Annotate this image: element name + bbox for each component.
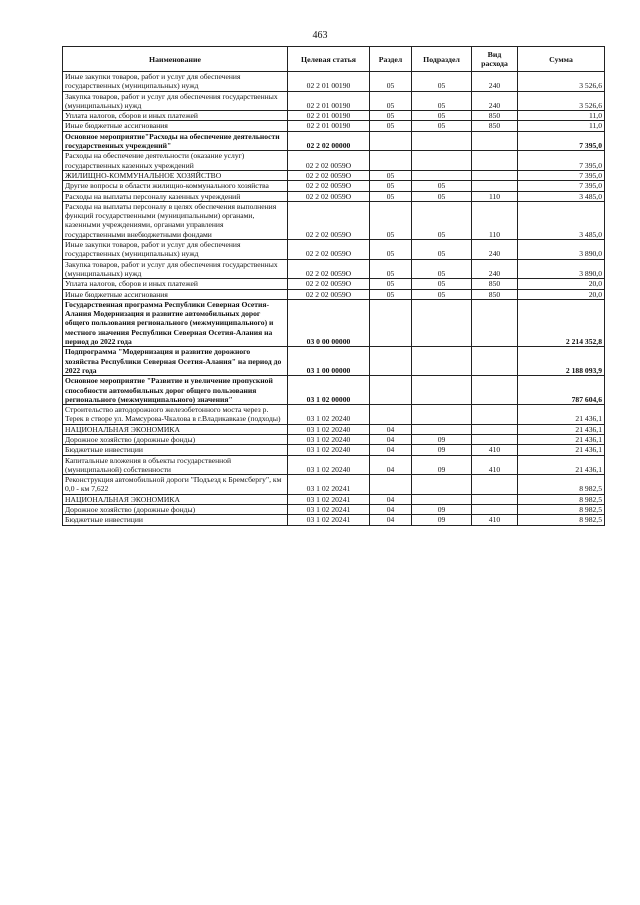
row-name: Уплата налогов, сборов и иных платежей bbox=[63, 279, 288, 289]
row-expense-type bbox=[472, 405, 518, 425]
row-subsection bbox=[412, 475, 472, 495]
row-subsection: 05 bbox=[412, 72, 472, 92]
row-name: Основное мероприятие"Расходы на обеспечение деятельности государственных учреждений" bbox=[63, 131, 288, 151]
row-subsection: 09 bbox=[412, 445, 472, 455]
table-row bbox=[63, 111, 605, 121]
row-target: 02 2 02 00000 bbox=[288, 131, 370, 151]
row-amount: 21 436,1 bbox=[518, 434, 605, 444]
row-subsection: 05 bbox=[412, 121, 472, 131]
table-row bbox=[63, 494, 605, 504]
row-subsection: 09 bbox=[412, 434, 472, 444]
row-target: 02 2 02 0059O bbox=[288, 191, 370, 201]
row-target: 02 2 01 00190 bbox=[288, 111, 370, 121]
row-section: 04 bbox=[370, 455, 412, 475]
table-header-row bbox=[63, 47, 605, 72]
table-row bbox=[63, 347, 605, 376]
row-section: 04 bbox=[370, 494, 412, 504]
row-subsection: 09 bbox=[412, 505, 472, 515]
row-target: 03 1 02 20240 bbox=[288, 405, 370, 425]
row-name: ЖИЛИЩНО-КОММУНАЛЬНОЕ ХОЗЯЙСТВО bbox=[63, 170, 288, 180]
row-expense-type: 850 bbox=[472, 279, 518, 289]
row-expense-type bbox=[472, 434, 518, 444]
row-subsection bbox=[412, 494, 472, 504]
row-amount: 7 395,0 bbox=[518, 151, 605, 171]
table-row bbox=[63, 376, 605, 405]
table-row bbox=[63, 434, 605, 444]
row-section: 05 bbox=[370, 259, 412, 279]
row-amount: 8 982,5 bbox=[518, 475, 605, 495]
row-subsection: 09 bbox=[412, 515, 472, 525]
row-section: 05 bbox=[370, 170, 412, 180]
row-section bbox=[370, 131, 412, 151]
row-section: 05 bbox=[370, 240, 412, 260]
row-subsection: 05 bbox=[412, 289, 472, 299]
row-name: Иные бюджетные ассигнования bbox=[63, 289, 288, 299]
row-name: НАЦИОНАЛЬНАЯ ЭКОНОМИКА bbox=[63, 424, 288, 434]
row-name: Государственная программа Республики Северная Осетия-Алания Модернизация и развитие автомобильных дорог общего пользования регионального (межмуниципального) и местного значения Республики Северная Осетия-Алания на период до 2022 года bbox=[63, 299, 288, 346]
row-subsection: 05 bbox=[412, 191, 472, 201]
row-expense-type: 850 bbox=[472, 289, 518, 299]
row-subsection bbox=[412, 347, 472, 376]
header-expense-type: Вид расхода bbox=[472, 47, 518, 72]
row-name: Капитальные вложения в объекты государственной (муниципальной) собственности bbox=[63, 455, 288, 475]
table-row bbox=[63, 475, 605, 495]
row-name: Реконструкция автомобильной дороги "Подъезд к Бремсбергу", км 0,0 - км 7,622 bbox=[63, 475, 288, 495]
row-section: 05 bbox=[370, 289, 412, 299]
row-section bbox=[370, 299, 412, 346]
row-expense-type: 850 bbox=[472, 121, 518, 131]
row-section: 05 bbox=[370, 201, 412, 239]
row-name: Закупка товаров, работ и услуг для обеспечения государственных (муниципальных) нужд bbox=[63, 91, 288, 111]
row-subsection bbox=[412, 170, 472, 180]
row-target: 02 2 02 0059O bbox=[288, 151, 370, 171]
row-expense-type: 410 bbox=[472, 515, 518, 525]
row-expense-type bbox=[472, 475, 518, 495]
table-row bbox=[63, 424, 605, 434]
row-name: Уплата налогов, сборов и иных платежей bbox=[63, 111, 288, 121]
row-target: 02 2 02 0059O bbox=[288, 170, 370, 180]
table-row bbox=[63, 505, 605, 515]
budget-table bbox=[62, 46, 605, 526]
row-subsection bbox=[412, 151, 472, 171]
row-name: Дорожное хозяйство (дорожные фонды) bbox=[63, 505, 288, 515]
row-subsection bbox=[412, 376, 472, 405]
table-row bbox=[63, 151, 605, 171]
row-subsection: 05 bbox=[412, 201, 472, 239]
row-expense-type: 110 bbox=[472, 191, 518, 201]
table-row bbox=[63, 191, 605, 201]
row-section: 05 bbox=[370, 72, 412, 92]
table-row bbox=[63, 121, 605, 131]
row-name: Закупка товаров, работ и услуг для обеспечения государственных (муниципальных) нужд bbox=[63, 259, 288, 279]
row-target: 03 1 02 20240 bbox=[288, 434, 370, 444]
row-amount: 8 982,5 bbox=[518, 515, 605, 525]
row-expense-type bbox=[472, 505, 518, 515]
row-section: 05 bbox=[370, 91, 412, 111]
row-target: 02 2 01 00190 bbox=[288, 91, 370, 111]
row-amount: 21 436,1 bbox=[518, 405, 605, 425]
row-section: 04 bbox=[370, 505, 412, 515]
row-name: Расходы на выплаты персоналу в целях обеспечения выполнения функций государственными (муниципальными) органами, казенными учреждениями, органами управления государственными внебюджетными фондами bbox=[63, 201, 288, 239]
row-expense-type: 240 bbox=[472, 72, 518, 92]
table-row bbox=[63, 72, 605, 92]
row-name: Бюджетные инвестиции bbox=[63, 515, 288, 525]
row-amount: 8 982,5 bbox=[518, 494, 605, 504]
row-expense-type: 240 bbox=[472, 259, 518, 279]
row-amount: 3 526,6 bbox=[518, 72, 605, 92]
row-section: 04 bbox=[370, 445, 412, 455]
table-row bbox=[63, 240, 605, 260]
header-section: Раздел bbox=[370, 47, 412, 72]
row-subsection bbox=[412, 424, 472, 434]
row-amount: 11,0 bbox=[518, 111, 605, 121]
table-row bbox=[63, 405, 605, 425]
row-name: Иные закупки товаров, работ и услуг для обеспечения государственных (муниципальных) нужд bbox=[63, 240, 288, 260]
table-row bbox=[63, 131, 605, 151]
table-row bbox=[63, 445, 605, 455]
row-amount: 3 526,6 bbox=[518, 91, 605, 111]
row-target: 03 1 02 00000 bbox=[288, 376, 370, 405]
row-amount: 2 214 352,8 bbox=[518, 299, 605, 346]
table-row bbox=[63, 91, 605, 111]
row-section: 05 bbox=[370, 191, 412, 201]
row-amount: 20,0 bbox=[518, 289, 605, 299]
table-row bbox=[63, 289, 605, 299]
row-amount: 21 436,1 bbox=[518, 424, 605, 434]
table-row bbox=[63, 515, 605, 525]
row-name: Иные закупки товаров, работ и услуг для обеспечения государственных (муниципальных) нужд bbox=[63, 72, 288, 92]
row-section bbox=[370, 347, 412, 376]
row-amount: 7 395,0 bbox=[518, 170, 605, 180]
row-target: 02 2 02 0059O bbox=[288, 240, 370, 260]
header-target: Целевая статья bbox=[288, 47, 370, 72]
row-subsection bbox=[412, 131, 472, 151]
row-expense-type bbox=[472, 170, 518, 180]
row-amount: 7 395,0 bbox=[518, 181, 605, 191]
row-amount: 8 982,5 bbox=[518, 505, 605, 515]
row-expense-type bbox=[472, 376, 518, 405]
table-row bbox=[63, 170, 605, 180]
row-amount: 21 436,1 bbox=[518, 455, 605, 475]
header-amount: Сумма bbox=[518, 47, 605, 72]
table-row bbox=[63, 299, 605, 346]
row-amount: 3 890,0 bbox=[518, 240, 605, 260]
row-amount: 3 485,0 bbox=[518, 191, 605, 201]
row-expense-type bbox=[472, 131, 518, 151]
row-name: НАЦИОНАЛЬНАЯ ЭКОНОМИКА bbox=[63, 494, 288, 504]
row-name: Основное мероприятие "Развитие и увеличение пропускной способности автомобильных дорог общего пользования регионального (межмуниципального) значения" bbox=[63, 376, 288, 405]
row-section bbox=[370, 475, 412, 495]
row-amount: 3 890,0 bbox=[518, 259, 605, 279]
header-name: Наименование bbox=[63, 47, 288, 72]
row-target: 03 1 02 20241 bbox=[288, 515, 370, 525]
row-section: 04 bbox=[370, 434, 412, 444]
row-name: Дорожное хозяйство (дорожные фонды) bbox=[63, 434, 288, 444]
row-subsection: 05 bbox=[412, 111, 472, 121]
page-number: 463 bbox=[312, 30, 328, 41]
row-subsection: 09 bbox=[412, 455, 472, 475]
row-expense-type bbox=[472, 424, 518, 434]
row-target: 03 1 02 20240 bbox=[288, 445, 370, 455]
row-target: 02 2 02 0059O bbox=[288, 259, 370, 279]
row-expense-type: 850 bbox=[472, 111, 518, 121]
row-amount: 20,0 bbox=[518, 279, 605, 289]
row-name: Бюджетные инвестиции bbox=[63, 445, 288, 455]
row-expense-type: 410 bbox=[472, 455, 518, 475]
row-subsection bbox=[412, 405, 472, 425]
row-name: Другие вопросы в области жилищно-коммунального хозяйства bbox=[63, 181, 288, 191]
row-target: 02 2 02 0059O bbox=[288, 201, 370, 239]
row-expense-type: 410 bbox=[472, 445, 518, 455]
row-subsection bbox=[412, 299, 472, 346]
row-section bbox=[370, 151, 412, 171]
row-name: Расходы на выплаты персоналу казенных учреждений bbox=[63, 191, 288, 201]
row-section: 04 bbox=[370, 515, 412, 525]
row-target: 03 1 02 20240 bbox=[288, 424, 370, 434]
row-subsection: 05 bbox=[412, 181, 472, 191]
row-subsection: 05 bbox=[412, 279, 472, 289]
table-row bbox=[63, 259, 605, 279]
row-amount: 787 604,6 bbox=[518, 376, 605, 405]
table-row bbox=[63, 279, 605, 289]
row-amount: 21 436,1 bbox=[518, 445, 605, 455]
table-row bbox=[63, 455, 605, 475]
row-section bbox=[370, 376, 412, 405]
row-target: 03 1 02 20241 bbox=[288, 475, 370, 495]
row-expense-type bbox=[472, 181, 518, 191]
row-target: 03 0 00 00000 bbox=[288, 299, 370, 346]
row-section: 04 bbox=[370, 424, 412, 434]
row-expense-type bbox=[472, 151, 518, 171]
header-subsection: Подраздел bbox=[412, 47, 472, 72]
row-amount: 11,0 bbox=[518, 121, 605, 131]
row-target: 02 2 02 0059O bbox=[288, 181, 370, 191]
row-name: Строительство автодорожного железобетонного моста через р. Терек в створе ул. Мамсурова-Чкалова в г.Владикавказе (подходы) bbox=[63, 405, 288, 425]
row-subsection: 05 bbox=[412, 91, 472, 111]
row-expense-type bbox=[472, 494, 518, 504]
row-amount: 3 485,0 bbox=[518, 201, 605, 239]
row-section: 05 bbox=[370, 279, 412, 289]
row-target: 02 2 01 00190 bbox=[288, 72, 370, 92]
row-target: 03 1 02 20241 bbox=[288, 505, 370, 515]
row-name: Иные бюджетные ассигнования bbox=[63, 121, 288, 131]
row-amount: 7 395,0 bbox=[518, 131, 605, 151]
row-section: 05 bbox=[370, 111, 412, 121]
row-expense-type: 110 bbox=[472, 201, 518, 239]
row-target: 03 1 02 20241 bbox=[288, 494, 370, 504]
row-expense-type: 240 bbox=[472, 240, 518, 260]
row-section: 05 bbox=[370, 181, 412, 191]
row-expense-type: 240 bbox=[472, 91, 518, 111]
row-subsection: 05 bbox=[412, 259, 472, 279]
row-target: 02 2 02 0059O bbox=[288, 279, 370, 289]
row-name: Подпрограмма "Модернизация и развитие дорожного хозяйства Республики Северная Осетия-Алания" на период до 2022 года bbox=[63, 347, 288, 376]
row-section: 05 bbox=[370, 121, 412, 131]
row-section bbox=[370, 405, 412, 425]
row-target: 02 2 02 0059O bbox=[288, 289, 370, 299]
row-target: 02 2 01 00190 bbox=[288, 121, 370, 131]
table-row bbox=[63, 201, 605, 239]
row-target: 03 1 00 00000 bbox=[288, 347, 370, 376]
row-target: 03 1 02 20240 bbox=[288, 455, 370, 475]
row-expense-type bbox=[472, 299, 518, 346]
row-subsection: 05 bbox=[412, 240, 472, 260]
row-expense-type bbox=[472, 347, 518, 376]
row-amount: 2 188 093,9 bbox=[518, 347, 605, 376]
table-row bbox=[63, 181, 605, 191]
row-name: Расходы на обеспечение деятельности (оказание услуг) государственных казенных учреждений bbox=[63, 151, 288, 171]
